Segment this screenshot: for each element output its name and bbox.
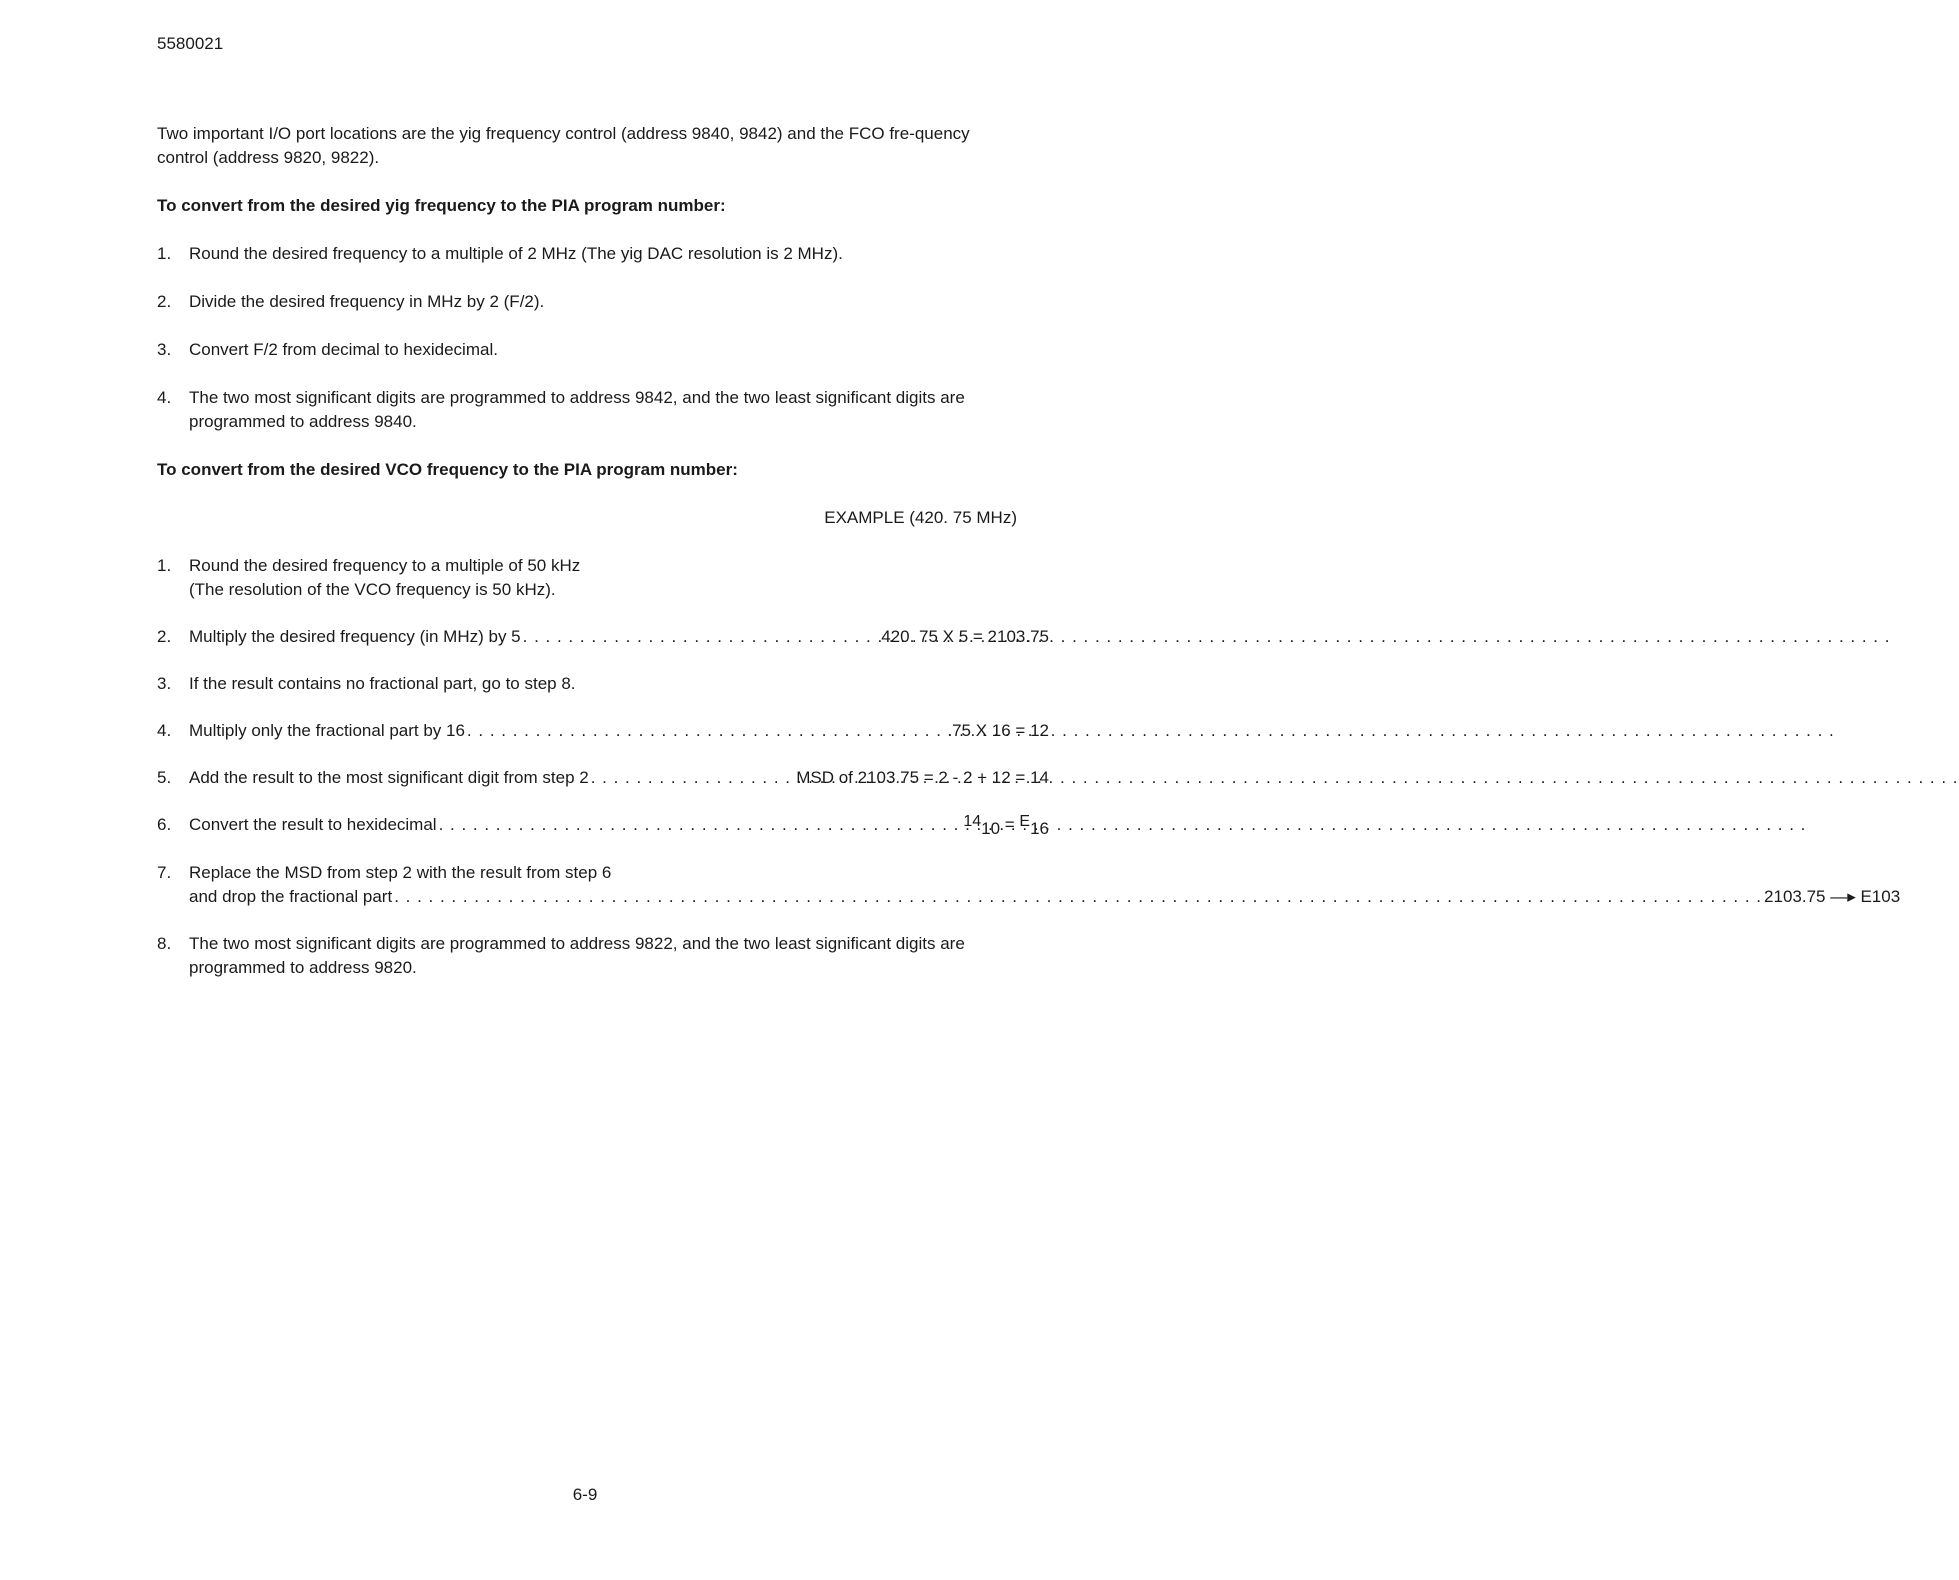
yig-steps-list bbox=[157, 242, 1017, 434]
list-item bbox=[157, 932, 1017, 980]
step-number: 7. bbox=[157, 863, 172, 882]
vco-heading: To convert from the desired VCO frequency to the PIA program number: bbox=[157, 460, 738, 479]
value-equals: = bbox=[1000, 815, 1020, 834]
step-number: 2. bbox=[157, 292, 172, 311]
dot-leader bbox=[523, 625, 880, 649]
step-text: Multiply the desired frequency (in MHz) by 5 bbox=[189, 627, 521, 646]
vco-steps-list bbox=[157, 554, 1901, 980]
example-value: MSD of 2103.75 = 2 - 2 + 12 = 14 bbox=[796, 768, 1049, 787]
list-item bbox=[157, 242, 1017, 266]
dot-leader bbox=[467, 719, 945, 743]
step-number: 1. bbox=[157, 244, 172, 263]
list-item bbox=[157, 861, 1901, 909]
step-number: 4. bbox=[157, 388, 172, 407]
list-item bbox=[157, 338, 1017, 362]
step-number: 6. bbox=[157, 815, 172, 834]
example-value: 420. 75 X 5 = 2103.75 bbox=[881, 627, 1049, 646]
value-hex: E bbox=[1019, 813, 1031, 830]
example-value bbox=[963, 813, 1049, 838]
step-text: Round the desired frequency to a multiple of 2 MHz (The yig DAC resolution is 2 MHz). bbox=[189, 244, 843, 263]
step-number: 2. bbox=[157, 627, 172, 646]
step-number: 8. bbox=[157, 934, 172, 953]
value-hex-base: 16 bbox=[1030, 819, 1049, 838]
list-item bbox=[157, 813, 1049, 838]
example-value: .75 X 16 = 12 bbox=[947, 721, 1049, 740]
step-text: Divide the desired frequency in MHz by 2 (F/2). bbox=[189, 292, 545, 311]
yig-heading: To convert from the desired yig frequency to the PIA program number: bbox=[157, 196, 726, 215]
value-decimal: 14 bbox=[963, 813, 982, 830]
list-item bbox=[157, 766, 1049, 790]
step-text: Convert F/2 from decimal to hexidecimal. bbox=[189, 340, 498, 359]
step-text: The two most significant digits are programmed to address 9822, and the two least significant digits are programmed to address 9820. bbox=[189, 934, 965, 977]
step-number: 4. bbox=[157, 721, 172, 740]
list-item bbox=[157, 290, 1017, 314]
step-number: 5. bbox=[157, 768, 172, 787]
dot-leader bbox=[394, 885, 1762, 909]
step-text: The two most significant digits are programmed to address 9842, and the two least significant digits are programmed to address 9840. bbox=[189, 388, 965, 431]
list-item bbox=[157, 719, 1049, 743]
step-text: If the result contains no fractional part, go to step 8. bbox=[189, 674, 576, 693]
page-content bbox=[157, 122, 1901, 980]
list-item bbox=[157, 625, 1049, 649]
page-number: 6-9 bbox=[572, 1485, 598, 1504]
intro-paragraph: Two important I/O port locations are the yig frequency control (address 9840, 9842) and the FCO fre-quency control (address 9820, 9822). bbox=[157, 124, 970, 167]
step-text-continued: and drop the fractional part bbox=[189, 887, 393, 906]
step-text: Convert the result to hexidecimal bbox=[189, 815, 437, 834]
example-value: 2103.75 —▸ E103 bbox=[1764, 887, 1901, 906]
list-item bbox=[157, 672, 1017, 696]
list-item bbox=[157, 554, 1017, 602]
value-decimal-base: 10 bbox=[981, 819, 1001, 838]
example-label: EXAMPLE (420. 75 MHz) bbox=[824, 508, 1017, 527]
step-text: Multiply only the fractional part by 16 bbox=[189, 721, 465, 740]
dot-leader bbox=[439, 813, 962, 837]
list-item bbox=[157, 386, 1017, 434]
step-text: Replace the MSD from step 2 with the result from step 6 bbox=[189, 863, 612, 882]
dot-leader bbox=[591, 766, 794, 790]
step-number: 3. bbox=[157, 674, 172, 693]
step-text: Add the result to the most significant digit from step 2 bbox=[189, 768, 589, 787]
step-number: 1. bbox=[157, 556, 172, 575]
step-number: 3. bbox=[157, 340, 172, 359]
document-number: 5580021 bbox=[157, 34, 224, 53]
step-text: Round the desired frequency to a multiple of 50 kHz bbox=[189, 556, 581, 575]
step-text-continued: (The resolution of the VCO frequency is 50 kHz). bbox=[189, 580, 556, 599]
